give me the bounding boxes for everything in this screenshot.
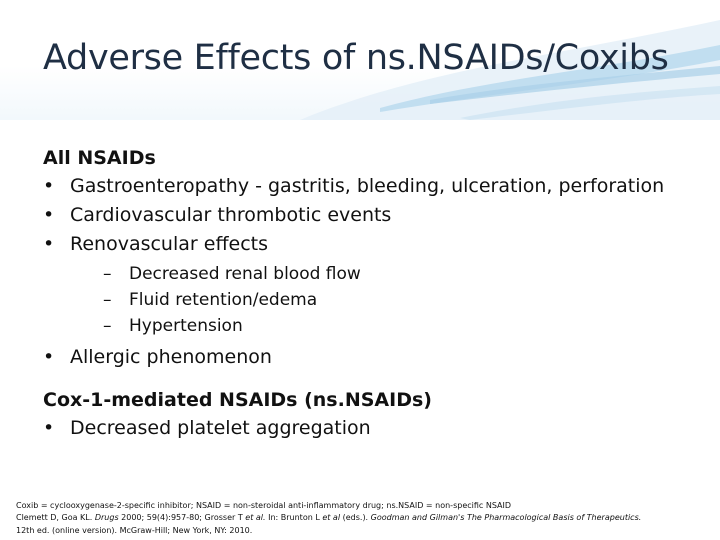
page-title: Adverse Effects of ns.NSAIDs/Coxibs (43, 38, 669, 78)
bullet-list (43, 172, 703, 372)
section-heading: Cox-1-mediated NSAIDs (ns.NSAIDs) (43, 389, 432, 411)
sub-list-item (103, 261, 703, 287)
bullet-icon: • (43, 204, 55, 226)
dash-icon: – (103, 264, 112, 284)
bullet-list (43, 414, 703, 443)
list-item (43, 414, 703, 443)
dash-icon: – (103, 316, 112, 336)
citation-journal: Drugs (94, 513, 119, 523)
footnote-references (16, 500, 706, 537)
dash-icon: – (103, 290, 112, 310)
sub-list-item-text: Decreased renal blood flow (129, 264, 361, 284)
list-item-text: Decreased platelet aggregation (70, 417, 371, 439)
sub-list-item-text: Hypertension (129, 316, 243, 336)
list-item (43, 343, 703, 372)
list-item (43, 172, 703, 201)
sub-list-item (103, 287, 703, 313)
citation-text: Clemett D, Goa KL. (16, 513, 95, 523)
section-all-nsaids (43, 144, 703, 372)
sub-list-item-text: Fluid retention/edema (129, 290, 318, 310)
footnote-abbreviations: Coxib = cyclooxygenase-2-specific inhibitor; NSAID = non-steroidal anti-inflammatory drug; ns.NSAID = non-specific NSAID (16, 501, 512, 510)
list-item (43, 230, 703, 339)
citation-etal: et al. (245, 513, 266, 523)
citation-book-title: Goodman and Gilman's The Pharmacological Basis of Therapeutics. (370, 513, 642, 523)
sub-bullet-list (70, 261, 703, 339)
citation-text: In: Brunton L (265, 513, 323, 523)
sub-list-item (103, 313, 703, 339)
bullet-icon: • (43, 233, 55, 255)
list-item-text: Gastroenteropathy - gastritis, bleeding, ulceration, perforation (70, 175, 665, 197)
list-item-text: Cardiovascular thrombotic events (70, 204, 392, 226)
slide-content (43, 144, 703, 443)
bullet-icon: • (43, 417, 55, 439)
list-item-text: Allergic phenomenon (70, 346, 272, 368)
bullet-icon: • (43, 175, 55, 197)
citation-text: (eds.). (340, 513, 371, 523)
footnote-edition: 12th ed. (online version). McGraw-Hill; New York, NY: 2010. (16, 525, 253, 535)
footnote-citation (16, 512, 706, 524)
list-item-text: Renovascular effects (70, 233, 269, 255)
section-heading: All NSAIDs (43, 147, 156, 169)
citation-etal: et al (322, 513, 341, 523)
list-item (43, 201, 703, 230)
citation-text: 2000; 59(4):957-80; Grosser T (118, 513, 246, 523)
section-cox1-nsaids (43, 386, 703, 443)
bullet-icon: • (43, 346, 55, 368)
